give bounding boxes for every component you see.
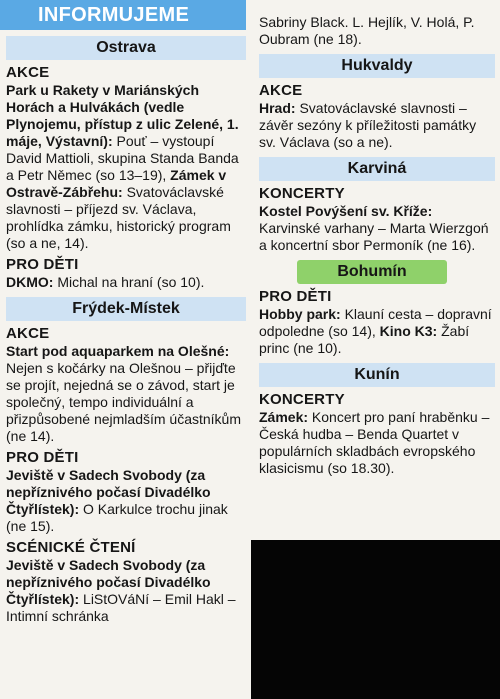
venue-name: Park u Rakety v Mariánských Horách a Hulvákách (vedle Plynojemu, přístup z ulic Zelené, 1. máje, Výstavní):	[6, 82, 239, 149]
event-description: Michal na hraní (so 10).	[53, 274, 205, 290]
venue-name: Hrad:	[259, 100, 296, 116]
event-description: Klauní cesta – dopravní odpoledne (so 14),	[259, 306, 492, 339]
event-entry	[6, 557, 246, 625]
category-pro-deti: PRO DĚTI	[6, 256, 79, 273]
event-description: Svatováclavské slavnosti – závěr sezóny k příležitosti památky sv. Václava (so a ne).	[259, 100, 477, 150]
city-header-karvina: Karviná	[259, 157, 495, 181]
event-entry	[259, 409, 495, 477]
category-akce: AKCE	[259, 82, 303, 99]
event-entry	[6, 467, 246, 535]
redaction-block	[251, 540, 500, 699]
city-header-bohumin: Bohumín	[297, 260, 447, 284]
venue-name: Zámek:	[259, 409, 309, 425]
category-akce: AKCE	[6, 325, 50, 342]
event-description: Karvinské varhany – Marta Wierzgoń a koncertní sbor Permoník (ne 16).	[259, 220, 489, 253]
category-koncerty: KONCERTY	[259, 185, 345, 202]
venue-name: DKMO:	[6, 274, 54, 290]
venue-name: Kostel Povýšení sv. Kříže:	[259, 203, 433, 219]
event-entry	[259, 306, 495, 357]
category-akce: AKCE	[6, 64, 50, 81]
category-koncerty: KONCERTY	[259, 391, 345, 408]
continued-text: Sabriny Black. L. Hejlík, V. Holá, P. Oubram (ne 18).	[259, 14, 475, 47]
city-header-ostrava: Ostrava	[6, 36, 246, 60]
venue-name: Jeviště v Sadech Svobody (za nepříznivého počasí Divadélko Čtyřlístek):	[6, 557, 211, 607]
event-description: LiStOVáNí – Emil Hakl – Intimní schránka	[6, 591, 236, 624]
event-entry	[6, 343, 246, 445]
event-description: O Karkulce trochu jinak (ne 15).	[6, 501, 228, 534]
event-entry	[6, 274, 246, 291]
city-header-frydek-mistek: Frýdek-Místek	[6, 297, 246, 321]
event-description: Svatováclavské slavnosti – příjezd sv. Václava, prohlídka zámku, historický program (so a ne, 14).	[6, 184, 231, 251]
event-entry	[259, 100, 495, 151]
right-column	[259, 0, 495, 479]
venue-name: Hobby park:	[259, 306, 341, 322]
event-description: Koncert pro paní hraběnku – Česká hudba – Benda Quartet v populárních skladbách evropského klasicismu (so 18.30).	[259, 409, 490, 476]
city-header-hukvaldy: Hukvaldy	[259, 54, 495, 78]
city-header-kunin: Kunín	[259, 363, 495, 387]
category-pro-deti: PRO DĚTI	[259, 288, 332, 305]
category-scenicke-cteni: SCÉNICKÉ ČTENÍ	[6, 539, 136, 556]
venue-name: Start pod aquaparkem na Olešné:	[6, 343, 230, 359]
event-description: Žabí princ (ne 10).	[259, 323, 470, 356]
event-description: Pouť – vystoupí David Mattioli, skupina Standa Banda a Petr Němec (so 13–19),	[6, 133, 239, 183]
venue-name: Zámek v Ostravě-Zábřehu:	[6, 167, 227, 200]
section-banner: INFORMUJEME	[0, 0, 246, 30]
event-entry	[259, 203, 495, 254]
category-pro-deti: PRO DĚTI	[6, 449, 79, 466]
event-description: Nejen s kočárky na Olešnou – přijďte se projít, nejedná se o závod, start je společný, tempo individuální a přizpůsobené nejmladším účastníkům (ne 14).	[6, 360, 242, 444]
left-column	[6, 0, 246, 627]
venue-name: Jeviště v Sadech Svobody (za nepříznivého počasí Divadélko Čtyřlístek):	[6, 467, 211, 517]
venue-name: Kino K3:	[375, 323, 438, 339]
event-entry	[6, 82, 246, 252]
